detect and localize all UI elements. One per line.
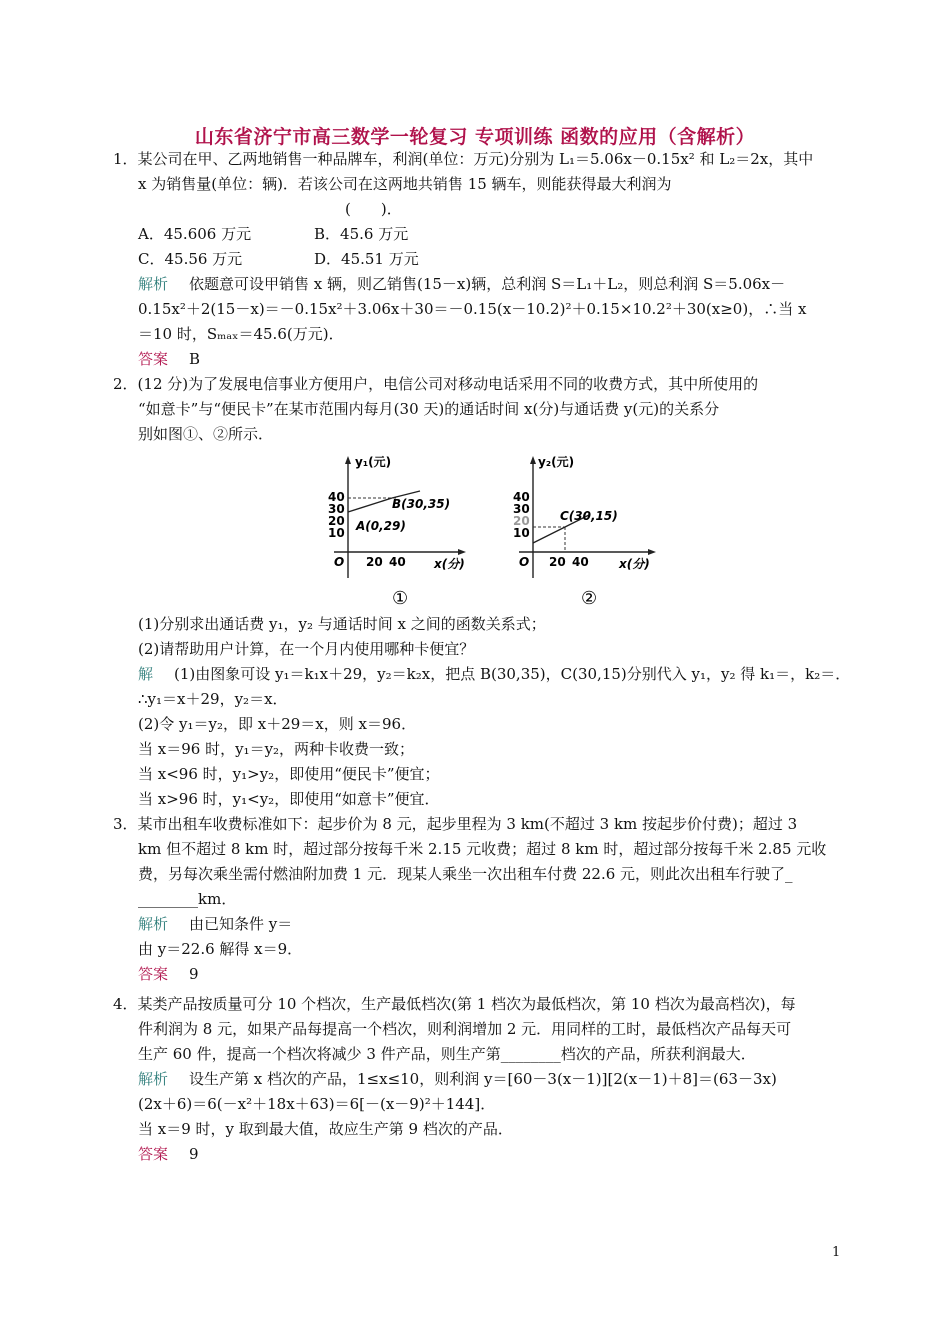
graph-2-xtick-40: 40 — [572, 555, 589, 569]
q1-option-c: C．45.56 万元 — [138, 250, 243, 268]
q2-subquestion-2: (2)请帮助用户计算，在一个月内使用哪种卡便宜？ — [138, 640, 475, 658]
graph-2-origin: O — [519, 555, 530, 569]
q2-solution-line1: (1)由图象可设 y₁＝k₁x＋29，y₂＝k₂x，把点 B(30,35)，C(30,15)分别代入 y₁，y₂ 得 k₁＝，k₂＝． — [174, 665, 851, 683]
q4-stem-line3: 生产 60 件，提高一个档次将减少 3 件产品，则生产第________档次的产品，所获利润最大． — [138, 1045, 756, 1063]
graph-2-x-label: x(分) — [619, 557, 650, 571]
q1-option-b: B．45.6 万元 — [314, 225, 409, 243]
graph-1 — [320, 450, 470, 610]
graph-1-ytick-30: 30 — [328, 502, 345, 516]
q4-answer: 9 — [189, 1145, 199, 1163]
graph-2-ytick-10: 10 — [513, 526, 530, 540]
graph-1-y-arrow — [345, 456, 351, 464]
q2-solution-line5: 当 x<96 时，y₁>y₂，即使用“便民卡”便宜； — [138, 765, 440, 783]
graph-1-x-arrow — [458, 549, 466, 555]
q1-answer-label: 答案 — [138, 350, 169, 368]
q4-solution-line3: 当 x＝9 时，y 取到最大值，故应生产第 9 档次的产品． — [138, 1120, 513, 1138]
graph-2-y-arrow — [530, 456, 536, 464]
q4-solution-line1: 设生产第 x 档次的产品，1≤x≤10，则利润 y＝[60－3(x－1)][2(x－1)＋8]＝(63－3x) — [189, 1070, 777, 1088]
q4-stem-line2: 件利润为 8 元，如果产品每提高一个档次，则利润增加 2 元．用同样的工时，最低档次产品每天可 — [138, 1020, 792, 1038]
page-title: 山东省济宁市高三数学一轮复习 专项训练 函数的应用（含解析） — [194, 126, 756, 148]
graph-1-origin: O — [334, 555, 345, 569]
q2-solution-line2: ∴y₁＝x＋29，y₂＝x． — [138, 690, 288, 708]
q3-stem-line4: ________km． — [138, 890, 237, 908]
q1-solution-label: 解析 — [138, 275, 169, 293]
graph-1-x-label: x(分) — [434, 557, 465, 571]
q4-answer-label: 答案 — [138, 1145, 169, 1163]
graph-2-x-arrow — [648, 549, 656, 555]
q3-stem-line3: 费，另每次乘坐需付燃油附加费 1 元．现某人乘坐一次出租车付费 22.6 元，则此次出租车行驶了_ — [138, 865, 793, 883]
q1-answer: B — [189, 350, 201, 368]
q2-solution-line4: 当 x＝96 时，y₁＝y₂，两种卡收费一致； — [138, 740, 415, 758]
q4-solution-line2: (2x＋6)＝6(－x²＋18x＋63)＝6[－(x－9)²＋144]． — [138, 1095, 496, 1113]
graph-1-ytick-20: 20 — [328, 514, 345, 528]
q1-solution-line3: ＝10 时，Sₘₐₓ＝45.6(万元)． — [138, 325, 344, 343]
graph-2-ytick-30: 30 — [513, 502, 530, 516]
q3-solution-line1: 由已知条件 y＝ — [189, 915, 293, 933]
graph-1-xtick-40: 40 — [389, 555, 406, 569]
q1-stem-line2: x 为销售量(单位：辆)．若该公司在这两地共销售 15 辆车，则能获得最大利润为 — [138, 175, 672, 193]
graph-2-xtick-20: 20 — [549, 555, 566, 569]
graph-2-caption: ② — [581, 588, 598, 609]
graph-1-ytick-10: 10 — [328, 526, 345, 540]
q2-stem-line3: 别如图①、②所示． — [138, 425, 274, 443]
graph-1-line-segment — [348, 498, 392, 512]
graph-2 — [505, 450, 665, 610]
graph-1-y-label: y₁(元) — [355, 455, 392, 469]
graph-1-point-a: A(0,29) — [356, 519, 406, 533]
q1-stem-line1: 1．某公司在甲、乙两地销售一种品牌车，利润(单位：万元)分别为 L₁＝5.06x－0.15x² 和 L₂＝2x，其中 — [113, 150, 814, 168]
q1-option-a: A．45.606 万元 — [138, 225, 252, 243]
graph-2-ytick-40: 40 — [513, 490, 530, 504]
graph-1-caption: ① — [392, 588, 409, 609]
q2-solution-label: 解 — [138, 665, 154, 683]
q3-stem-line1: 3．某市出租车收费标准如下：起步价为 8 元，起步里程为 3 km(不超过 3 km 按起步价付费)；超过 3 — [113, 815, 798, 833]
q1-answer-blank: ( )． — [345, 200, 402, 218]
q4-stem-line1: 4．某类产品按质量可分 10 个档次，生产最低档次(第 1 档次为最低档次，第 10 档次为最高档次)，每 — [113, 995, 796, 1013]
q3-answer-label: 答案 — [138, 965, 169, 983]
q3-stem-line2: km 但不超过 8 km 时，超过部分按每千米 2.15 元收费；超过 8 km 时，超过部分按每千米 2.85 元收 — [138, 840, 827, 858]
graph-1-xtick-20: 20 — [366, 555, 383, 569]
q3-solution-line2: 由 y＝22.6 解得 x＝9． — [138, 940, 303, 958]
q3-solution-label: 解析 — [138, 915, 169, 933]
q1-solution-line2: 0.15x²＋2(15－x)＝－0.15x²＋3.06x＋30＝－0.15(x－10.2)²＋0.15×10.2²＋30(x≥0)，∴当 x — [138, 300, 807, 318]
graph-2-y-label: y₂(元) — [538, 455, 575, 469]
q2-solution-line6: 当 x>96 时，y₁<y₂，即使用“如意卡”便宜． — [138, 790, 440, 808]
graph-1-ytick-40: 40 — [328, 490, 345, 504]
graph-2-line-segment — [533, 527, 565, 543]
q3-answer: 9 — [189, 965, 199, 983]
q2-solution-line3: (2)令 y₁＝y₂，即 x＋29＝x，则 x＝96． — [138, 715, 417, 733]
q1-solution-line1: 依题意可设甲销售 x 辆，则乙销售(15－x)辆，总利润 S＝L₁＋L₂，则总利润 S＝5.06x－ — [189, 275, 786, 293]
q2-stem-line2: “如意卡”与“便民卡”在某市范围内每月(30 天)的通话时间 x(分)与通话费 y(元)的关系分 — [138, 400, 720, 418]
q2-subquestion-1: (1)分别求出通话费 y₁，y₂ 与通话时间 x 之间的函数关系式； — [138, 615, 546, 633]
graph-2-ytick-20: 20 — [513, 514, 530, 528]
q1-option-d: D．45.51 万元 — [314, 250, 419, 268]
graph-2-point-c: C(30,15) — [560, 509, 618, 523]
graph-1-point-b: B(30,35) — [392, 497, 451, 511]
q2-stem-line1: 2．(12 分)为了发展电信事业方便用户，电信公司对移动电话采用不同的收费方式，其中所使用的 — [113, 375, 759, 393]
q4-solution-label: 解析 — [138, 1070, 169, 1088]
page-number: 1 — [832, 1245, 841, 1260]
